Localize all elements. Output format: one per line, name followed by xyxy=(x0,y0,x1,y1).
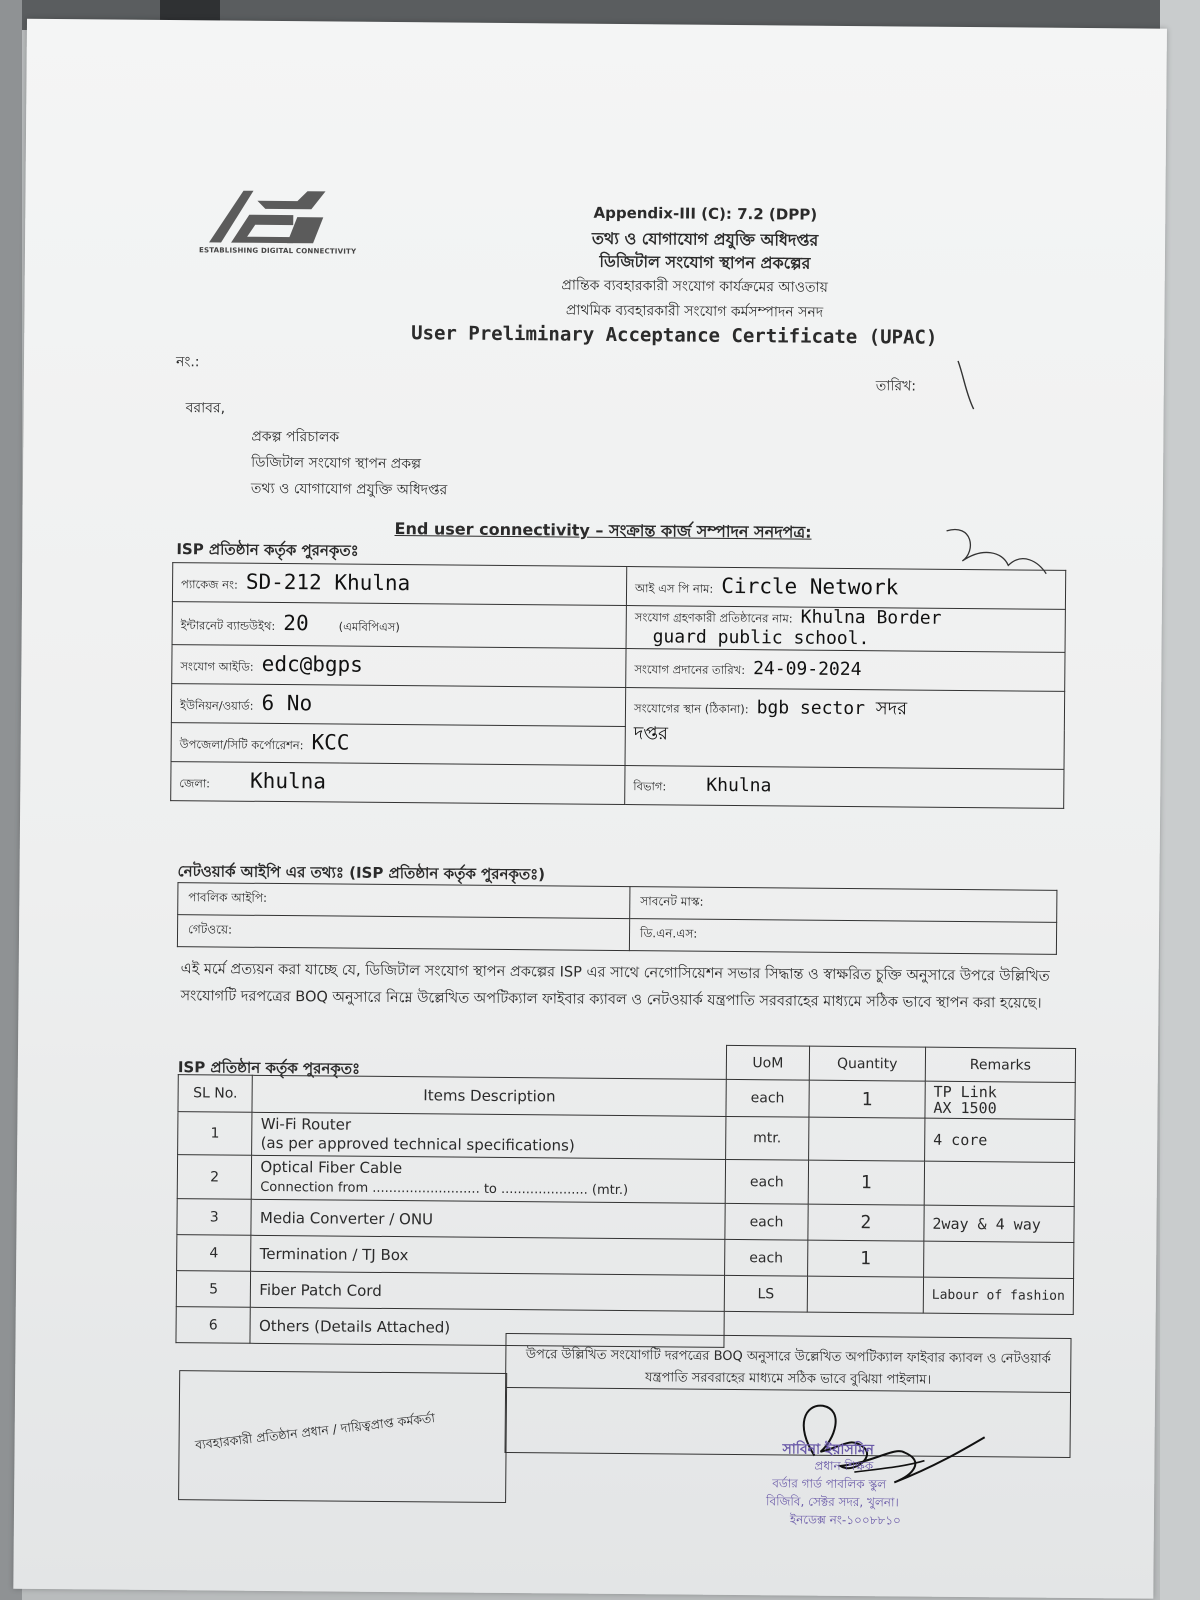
stamp-line-4: বিজিবি, সেক্টর সদর, খুলনা। xyxy=(766,1494,899,1510)
col-uom: UoM xyxy=(726,1045,809,1080)
item-5-sl: 5 xyxy=(176,1271,251,1308)
public-ip-cell xyxy=(178,883,630,919)
item-1-uom: each xyxy=(726,1079,809,1117)
item-1-remarks-1: TP Link xyxy=(933,1082,997,1102)
declaration-text: এই মর্মে প্রত্যয়ন করা যাচ্ছে যে, ডিজিটাল সংযোগ স্থাপন প্রকল্পের ISP এর সাথে নেগোসিয়েশন সভার সিদ্ধান্ত ও স্বাক্ষরিত চুক্তি অনুসারে উপরে উল্লিখিত সংযোগটি দরপত্রের BOQ অনুসারে নিম্নে উল্লেখিত অপটিক্যাল ফাইবার ক্যাবল ও নেটওয়ার্ক যন্ত্রপাতি সরবরাহের মাধ্যমে সঠিক ভাবে স্থাপন করা হয়েছে। xyxy=(180,961,1050,1012)
header-spacer xyxy=(178,1041,253,1076)
district-value: Khulna xyxy=(249,768,327,794)
section2-heading: নেটওয়ার্ক আইপি এর তথ্যঃ (ISP প্রতিষ্ঠান কর্তৃক পুরনকৃতঃ) xyxy=(177,862,546,884)
stamp-line-2: প্রধান শিক্ষক xyxy=(814,1458,874,1474)
location-label: সংযোগের স্থান (ঠিকানা): xyxy=(633,701,749,717)
item-3-uom: each xyxy=(725,1159,808,1204)
bandwidth-label: ইন্টারনেট ব্যান্ডউইথ: xyxy=(180,618,276,633)
bandwidth-value: 20 xyxy=(283,611,309,636)
address-line-2: ডিজিটাল সংযোগ স্থাপন প্রকল্প xyxy=(251,454,422,473)
item-1-qty: 1 xyxy=(809,1080,926,1118)
upazila-cell xyxy=(171,723,625,766)
logo-caption: ESTABLISHING DIGITAL CONNECTIVITY xyxy=(198,246,357,256)
org-name-value-2: guard public school. xyxy=(652,626,870,650)
conn-date-label: সংযোগ প্রদানের তারিখ: xyxy=(634,661,746,677)
header-line-3: প্রান্তিক ব্যবহারকারী সংযোগ কার্যক্রমের আওতায় xyxy=(561,277,828,296)
public-ip-label: পাবলিক আইপি: xyxy=(188,889,268,905)
col-quantity: Quantity xyxy=(809,1046,925,1081)
subnet-label: সাবনেট মাস্ক: xyxy=(640,893,704,909)
conn-date-cell xyxy=(626,649,1065,692)
stamp-line-1: সাবিনা ইয়াসমিন xyxy=(782,1441,874,1459)
address-line-1: প্রকল্প পরিচালক xyxy=(251,428,340,446)
certificate-title: User Preliminary Acceptance Certificate (UPAC) xyxy=(411,322,938,349)
package-value: SD-212 Khulna xyxy=(245,569,411,596)
item-4-sl: 4 xyxy=(177,1235,252,1272)
item-4-desc: Termination / TJ Box xyxy=(251,1235,725,1275)
col-remarks: Remarks xyxy=(925,1047,1075,1082)
item-2-uom: mtr. xyxy=(726,1116,809,1160)
package-label: প্যাকেজ নং: xyxy=(181,577,238,592)
location-value-1: bgb sector সদর xyxy=(756,697,908,720)
col-sl: SL No. xyxy=(178,1075,253,1113)
stamp-line-5: ইনডেক্স নং-১০০৮৮১০ xyxy=(789,1512,901,1528)
signatory-box xyxy=(178,1370,507,1503)
item-4-uom: each xyxy=(725,1203,808,1240)
item-1-sl: 1 xyxy=(178,1112,253,1156)
item-2-desc xyxy=(252,1155,726,1203)
header-line-2: ডিজিটাল সংযোগ স্থাপন প্রকল্পের xyxy=(599,251,811,273)
division-cell xyxy=(625,766,1064,809)
conn-id-cell xyxy=(172,645,626,688)
item-4-remarks: 2way & 4 way xyxy=(924,1205,1074,1242)
district-cell xyxy=(171,762,625,805)
item-3-desc: Media Converter / ONU xyxy=(251,1199,725,1239)
gateway-label: গেটওয়ে: xyxy=(188,921,233,937)
org-name-label: সংযোগ গ্রহণকারী প্রতিষ্ঠানের নাম: xyxy=(634,610,793,626)
union-value: 6 No xyxy=(261,690,313,716)
conn-id-label: সংযোগ আইডি: xyxy=(180,659,254,674)
conn-id-value: edc@bgps xyxy=(261,651,364,677)
package-cell xyxy=(172,563,626,606)
item-3-remarks xyxy=(924,1161,1074,1206)
date-label: তারিখ: xyxy=(875,378,917,395)
stamp-line-3: বর্ডার গার্ড পাবলিক স্কুল xyxy=(772,1476,887,1492)
pen-mark xyxy=(948,357,989,417)
header-line-4: প্রাথমিক ব্যবহারকারী সংযোগ কর্মসম্পাদন সনদ xyxy=(565,302,824,321)
conn-date-value: 24-09-2024 xyxy=(753,657,862,680)
section3-heading: ISP প্রতিষ্ঠান কর্তৃক পুরনকৃতঃ xyxy=(177,1058,361,1078)
item-4-qty: 2 xyxy=(808,1204,924,1241)
connectivity-table xyxy=(170,562,1066,809)
item-3-sl: 3 xyxy=(177,1199,252,1236)
section1-subheading: ISP প্রতিষ্ঠান কর্তৃক পুরনকৃতঃ xyxy=(176,540,359,560)
division-value: Khulna xyxy=(706,774,772,796)
division-label: বিভাগ: xyxy=(633,778,667,793)
item-6-remarks: Labour of fashion xyxy=(923,1277,1073,1314)
item-2-desc-2: Connection from .......................... to ..................... (mtr.) xyxy=(260,1179,629,1199)
item-6-qty xyxy=(807,1276,923,1313)
union-cell xyxy=(171,684,625,727)
item-5-uom: each xyxy=(725,1239,808,1276)
upazila-value: KCC xyxy=(311,730,350,755)
district-label: জেলা: xyxy=(179,776,211,791)
bandwidth-cell xyxy=(172,602,626,649)
item-1-remarks-2: AX 1500 xyxy=(933,1098,997,1118)
isp-name-label: আই এস পি নাম: xyxy=(634,581,714,596)
dns-cell xyxy=(629,919,1056,955)
section1-heading: End user connectivity – সংক্রান্ত কার্জ সম্পাদন সনদপত্র: xyxy=(394,519,812,542)
upazila-label: উপজেলা/সিটি কর্পোরেশন: xyxy=(179,737,304,753)
item-2-qty xyxy=(808,1117,925,1161)
pen-scribble xyxy=(942,521,1053,582)
gateway-cell xyxy=(177,915,629,951)
location-cell xyxy=(625,688,1065,770)
items-table xyxy=(175,1040,1076,1351)
address-line-3: তথ্য ও যোগাযোগ প্রযুক্তি অধিদপ্তর xyxy=(250,480,448,499)
bandwidth-unit: (এমবিপিএস) xyxy=(338,619,400,635)
item-1-remarks xyxy=(925,1081,1075,1119)
item-3-qty: 1 xyxy=(808,1160,925,1205)
union-label: ইউনিয়ন/ওয়ার্ড: xyxy=(179,698,254,713)
header-line-1: তথ্য ও যোগাযোগ প্রযুক্তি অধিদপ্তর xyxy=(591,228,819,250)
item-2-desc-1: Optical Fiber Cable xyxy=(260,1157,403,1178)
certificate-paper xyxy=(13,19,1167,1599)
address-to: বরাবর, xyxy=(185,400,226,417)
number-label: নং.: xyxy=(175,354,200,371)
location-value-2: দপ্তর xyxy=(633,723,669,745)
item-1-desc-1: Wi-Fi Router xyxy=(260,1114,352,1134)
item-1-desc-2: (as per approved technical specifications) xyxy=(260,1133,575,1155)
item-6-uom: LS xyxy=(724,1275,807,1312)
org-name-value-1: Khulna Border xyxy=(800,606,942,629)
item-6-desc: Others (Details Attached) xyxy=(250,1307,724,1347)
item-5-remarks xyxy=(923,1241,1073,1278)
subnet-cell xyxy=(630,887,1057,923)
table-row xyxy=(177,1155,1074,1207)
item-2-sl: 2 xyxy=(177,1155,252,1200)
col-description: Items Description xyxy=(252,1075,726,1116)
isp-name-value: Circle Network xyxy=(721,573,899,600)
item-5-qty: 1 xyxy=(807,1240,923,1277)
item-1-desc xyxy=(252,1112,726,1159)
item-5-desc: Fiber Patch Cord xyxy=(251,1271,725,1311)
acknowledgement-text: উপরে উল্লিখিত সংযোগটি দরপত্রের BOQ অনুসারে উল্লেখিত অপটিক্যাল ফাইবার ক্যাবল ও নেটওয়ার্ক যন্ত্রপাতি সরবরাহের মাধ্যমে সঠিক ভাবে বুঝিয়া পাইলাম। xyxy=(506,1334,1070,1393)
appendix-ref: Appendix-III (C): 7.2 (DPP) xyxy=(593,203,818,224)
network-ip-table xyxy=(177,882,1058,955)
item-6-sl: 6 xyxy=(176,1307,251,1344)
org-name-cell xyxy=(626,606,1065,653)
header-spacer-2 xyxy=(253,1041,727,1079)
signatory-label: ব্যবহারকারী প্রতিষ্ঠান প্রধান / দায়িত্বপ্রাপ্ত কর্মকর্তা xyxy=(194,1410,436,1453)
item-2-remarks: 4 core xyxy=(924,1118,1074,1162)
dns-label: ডি.এন.এস: xyxy=(639,925,698,941)
